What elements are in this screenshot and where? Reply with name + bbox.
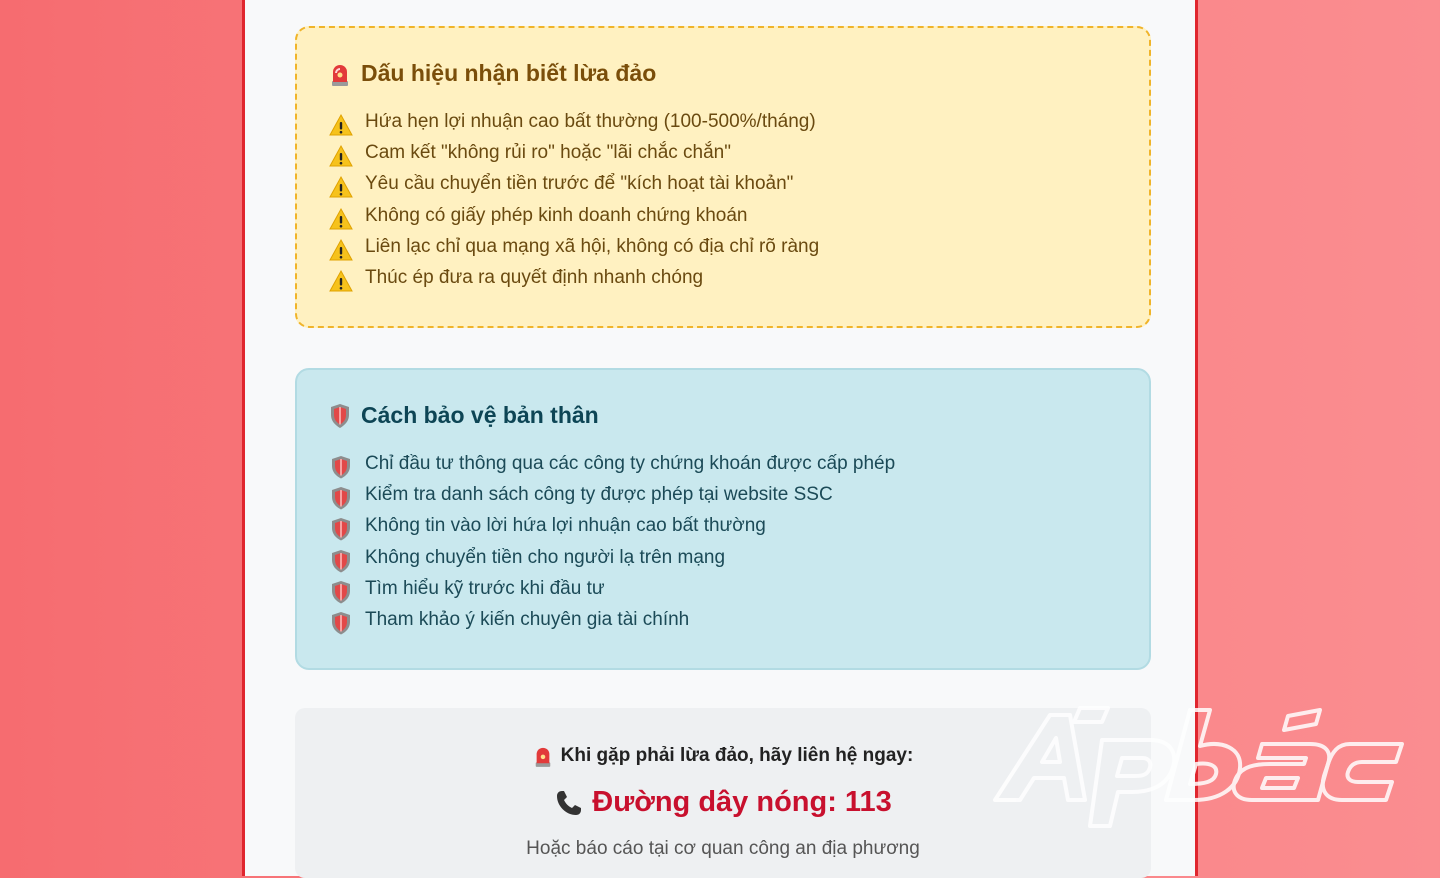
list-item <box>329 262 819 293</box>
warning-icon <box>329 144 353 168</box>
warning-signs-title <box>329 60 656 87</box>
warning-icon <box>329 238 353 262</box>
protection-box <box>295 368 1151 670</box>
list-item-text: Không có giấy phép kinh doanh chứng khoán <box>365 204 748 226</box>
list-item <box>329 573 895 604</box>
list-item <box>329 448 895 479</box>
hotline-text: Đường dây nóng: 113 <box>592 786 892 818</box>
list-item-text: Tìm hiểu kỹ trước khi đầu tư <box>365 577 605 599</box>
list-item-text: Chỉ đầu tư thông qua các công ty chứng khoán được cấp phép <box>365 452 896 474</box>
protection-list <box>329 448 895 636</box>
protection-title-text: Cách bảo vệ bản thân <box>361 402 599 428</box>
shield-icon <box>329 611 353 635</box>
list-item-text: Không chuyển tiền cho người lạ trên mạng <box>365 546 726 568</box>
list-item <box>329 169 819 200</box>
shield-icon <box>329 486 353 510</box>
list-item <box>329 200 819 231</box>
list-item <box>329 106 819 137</box>
list-item-text: Không tin vào lời hứa lợi nhuận cao bất thường <box>365 515 766 537</box>
siren-icon <box>533 744 553 768</box>
warning-icon <box>329 269 353 293</box>
list-item-text: Kiểm tra danh sách công ty được phép tại website SSC <box>365 483 833 505</box>
shield-icon <box>329 580 353 604</box>
protection-title <box>329 402 599 429</box>
list-item-text: Hứa hẹn lợi nhuận cao bất thường (100-500%/tháng) <box>365 110 816 132</box>
warning-signs-list <box>329 106 819 294</box>
siren-icon <box>329 61 351 87</box>
warning-signs-title-text: Dấu hiệu nhận biết lừa đảo <box>361 60 657 86</box>
watermark-logo <box>990 700 1410 830</box>
contact-label-text: Khi gặp phải lừa đảo, hãy liên hệ ngay: <box>560 745 914 766</box>
warning-signs-box <box>295 26 1151 328</box>
shield-icon <box>329 549 353 573</box>
list-item <box>329 479 895 510</box>
shield-icon <box>329 517 353 541</box>
list-item <box>329 542 895 573</box>
warning-icon <box>329 175 353 199</box>
contact-note: Hoặc báo cáo tại cơ quan công an địa phương <box>526 838 920 859</box>
phone-icon <box>554 788 584 818</box>
list-item-text: Cam kết "không rủi ro" hoặc "lãi chắc chắn" <box>365 141 731 163</box>
shield-icon <box>329 403 351 429</box>
list-item <box>329 511 895 542</box>
list-item <box>329 137 819 168</box>
list-item-text: Tham khảo ý kiến chuyên gia tài chính <box>365 609 690 631</box>
list-item <box>329 604 895 635</box>
list-item-text: Liên lạc chỉ qua mạng xã hội, không có địa chỉ rõ ràng <box>365 235 820 257</box>
warning-icon <box>329 113 353 137</box>
list-item-text: Thúc ép đưa ra quyết định nhanh chóng <box>365 267 704 289</box>
warning-icon <box>329 207 353 231</box>
list-item-text: Yêu cầu chuyển tiền trước để "kích hoạt tài khoản" <box>365 173 794 195</box>
list-item <box>329 231 819 262</box>
shield-icon <box>329 455 353 479</box>
